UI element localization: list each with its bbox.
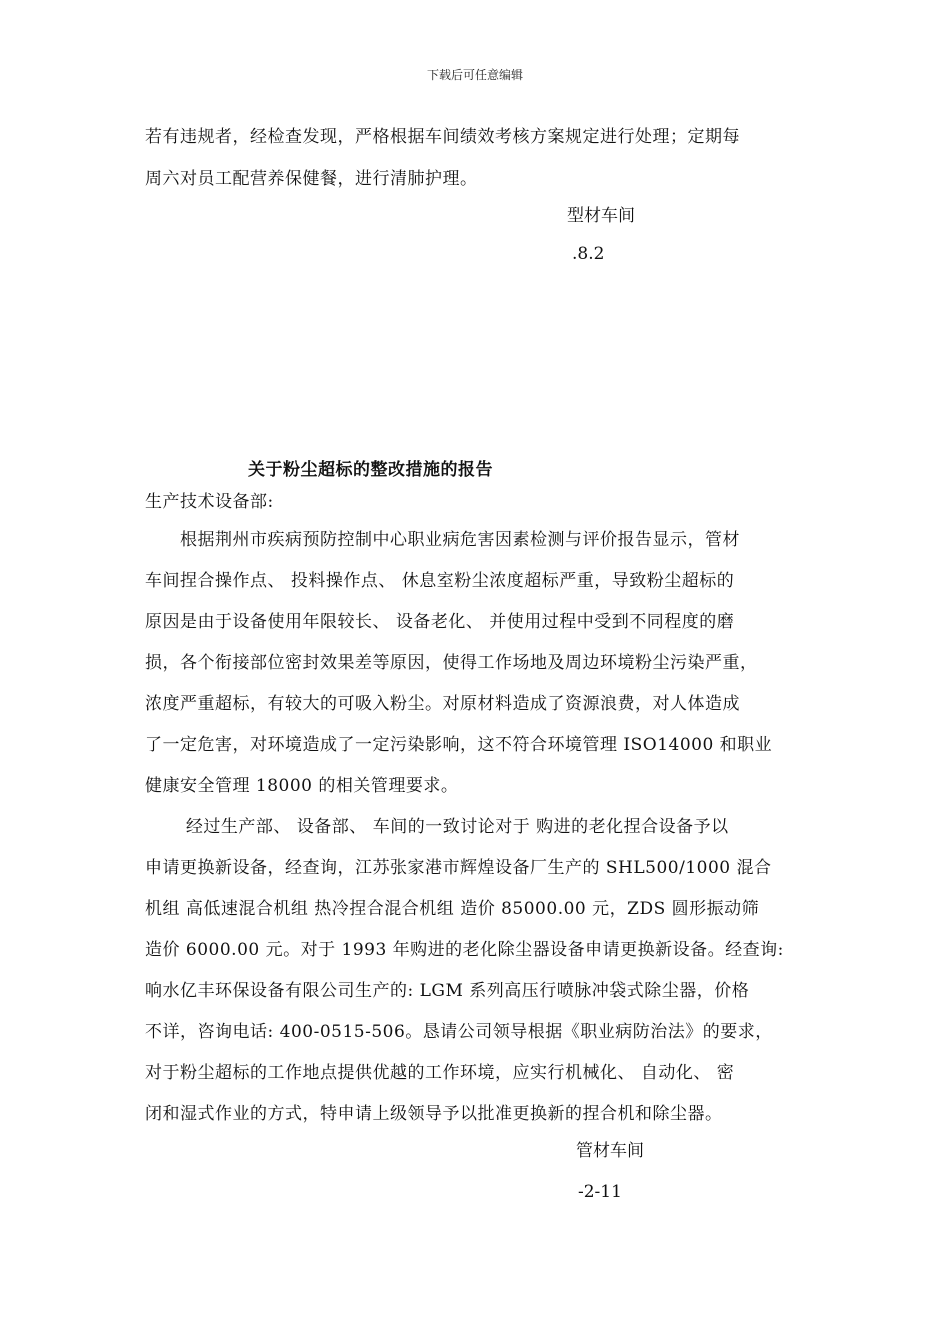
- body-line: 若有违规者，经检查发现，严格根据车间绩效考核方案规定进行处理；定期每: [145, 127, 740, 147]
- paragraph-line: 健康安全管理 18000 的相关管理要求。: [145, 776, 459, 796]
- signature-department: 型材车间: [567, 206, 635, 226]
- page-header-note: 下载后可任意编辑: [426, 68, 523, 82]
- paragraph-line: 原因是由于设备使用年限较长、 设备老化、 并使用过程中受到不同程度的磨: [145, 612, 735, 632]
- body-line: 周六对员工配营养保健餐，进行清肺护理。: [145, 169, 478, 189]
- paragraph-line: 浓度严重超标，有较大的可吸入粉尘。对原材料造成了资源浪费，对人体造成: [145, 694, 740, 714]
- signature-date: -2-11: [578, 1182, 622, 1202]
- paragraph-line: 闭和湿式作业的方式，特申请上级领导予以批准更换新的捏合机和除尘器。: [145, 1104, 723, 1124]
- paragraph-line: 经过生产部、 设备部、 车间的一致讨论对于 购进的老化捏合设备予以: [145, 817, 729, 837]
- paragraph-line: 了一定危害，对环境造成了一定污染影响，这不符合环境管理 ISO14000 和职业: [145, 735, 773, 755]
- paragraph-line: 机组 高低速混合机组 热冷捏合混合机组 造价 85000.00 元，ZDS 圆形振动筛: [145, 899, 760, 919]
- paragraph-line: 根据荆州市疾病预防控制中心职业病危害因素检测与评价报告显示，管材: [145, 530, 740, 550]
- paragraph-line: 不详，咨询电话: 400-0515-506。恳请公司领导根据《职业病防治法》的要求，: [145, 1022, 773, 1042]
- paragraph-line: 车间捏合操作点、 投料操作点、 休息室粉尘浓度超标严重，导致粉尘超标的: [145, 571, 735, 591]
- recipient: 生产技术设备部:: [145, 492, 274, 512]
- paragraph-line: 对于粉尘超标的工作地点提供优越的工作环境，应实行机械化、 自动化、 密: [145, 1063, 735, 1083]
- signature-department: 管材车间: [576, 1141, 644, 1161]
- signature-date: .8.2: [572, 244, 605, 264]
- paragraph-line: 损，各个衔接部位密封效果差等原因，使得工作场地及周边环境粉尘污染严重，: [145, 653, 758, 673]
- paragraph-line: 造价 6000.00 元。对于 1993 年购进的老化除尘器设备申请更换新设备。经查询:: [145, 940, 784, 960]
- report-title: 关于粉尘超标的整改措施的报告: [248, 460, 493, 480]
- paragraph-line: 响水亿丰环保设备有限公司生产的: LGM 系列高压行喷脉冲袋式除尘器，价格: [145, 981, 750, 1001]
- paragraph-line: 申请更换新设备，经查询，江苏张家港市辉煌设备厂生产的 SHL500/1000 混合: [145, 858, 772, 878]
